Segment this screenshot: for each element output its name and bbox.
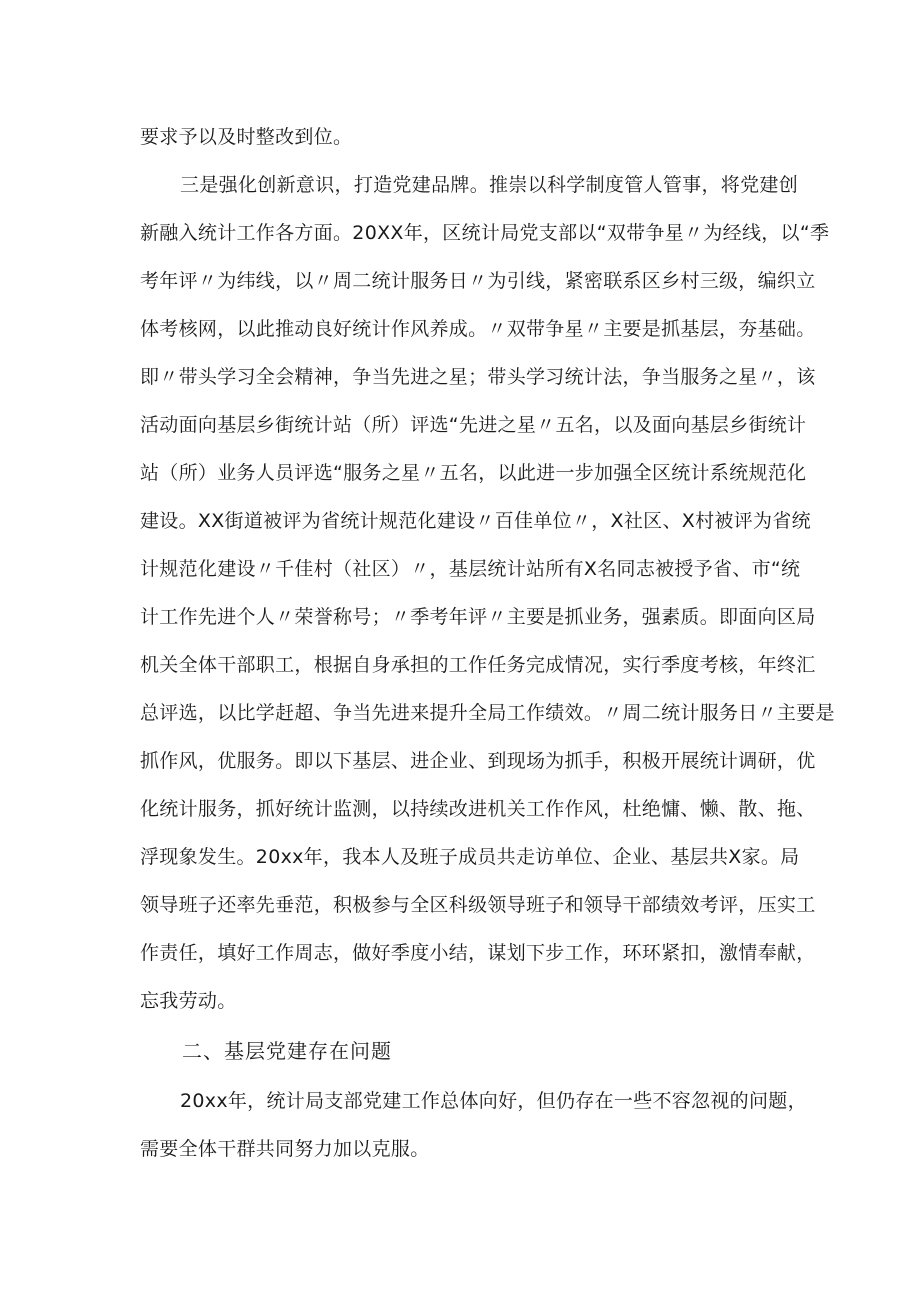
paragraph-line: 新融入统计工作各方面。20XX年，区统计局党支部以“双带争星〃为经线，以“季 xyxy=(140,222,830,244)
paragraph-line: 三是强化创新意识，打造党建品牌。推崇以科学制度管人管事，将党建创 xyxy=(180,174,798,196)
section-heading: 二、基层党建存在问题 xyxy=(182,1039,392,1063)
paragraph-line: 浮现象发生。20xx年，我本人及班子成员共走访单位、企业、基层共X家。局 xyxy=(140,846,800,868)
paragraph-line: 即〃带头学习全会精神，争当先进之星；带头学习统计法，争当服务之星〃，该 xyxy=(140,366,816,388)
paragraph-line: 需要全体干群共同努力加以克服。 xyxy=(140,1138,430,1160)
paragraph-line: 站（所）业务人员评选“服务之星〃五名，以此进一步加强全区统计系统规范化 xyxy=(140,462,807,484)
paragraph-line: 建设。XX街道被评为省统计规范化建设〃百佳单位〃，X社区、X村被评为省统 xyxy=(140,510,811,532)
paragraph-line: 体考核网，以此推动良好统计作风养成。〃双带争星〃主要是抓基层，夯基础。 xyxy=(140,318,816,340)
paragraph-line: 20xx年，统计局支部党建工作总体向好，但仍存在一些不容忽视的问题， xyxy=(180,1090,807,1112)
paragraph-line: 计工作先进个人〃荣誉称号；〃季考年评〃主要是抓业务，强素质。即面向区局 xyxy=(140,606,816,628)
paragraph-line: 考年评〃为纬线，以〃周二统计服务日〃为引线，紧密联系区乡村三级，编织立 xyxy=(140,270,816,292)
paragraph-line: 领导班子还率先垂范，积极参与全区科级领导班子和领导干部绩效考评，压实工 xyxy=(140,894,816,916)
paragraph-line: 化统计服务，抓好统计监测，以持续改进机关工作作风，杜绝慵、懒、散、拖、 xyxy=(140,798,816,820)
paragraph-line: 忘我劳动。 xyxy=(140,990,237,1012)
paragraph-line: 要求予以及时整改到位。 xyxy=(140,126,353,148)
paragraph-line: 作责任，填好工作周志，做好季度小结，谋划下步工作，环环紧扣，激情奉献， xyxy=(140,942,816,964)
paragraph-line: 机关全体干部职工，根据自身承担的工作任务完成情况，实行季度考核，年终汇 xyxy=(140,654,816,676)
paragraph-line: 总评选，以比学赶超、争当先进来提升全局工作绩效。〃周二统计服务日〃主要是 xyxy=(140,702,835,724)
paragraph-line: 抓作风，优服务。即以下基层、进企业、到现场为抓手，积极开展统计调研，优 xyxy=(140,750,816,772)
paragraph-line: 活动面向基层乡街统计站（所）评选“先进之星〃五名，以及面向基层乡街统计 xyxy=(140,414,807,436)
paragraph-line: 计规范化建设〃千佳村（社区）〃，基层统计站所有X名同志被授予省、市“统 xyxy=(140,558,801,580)
